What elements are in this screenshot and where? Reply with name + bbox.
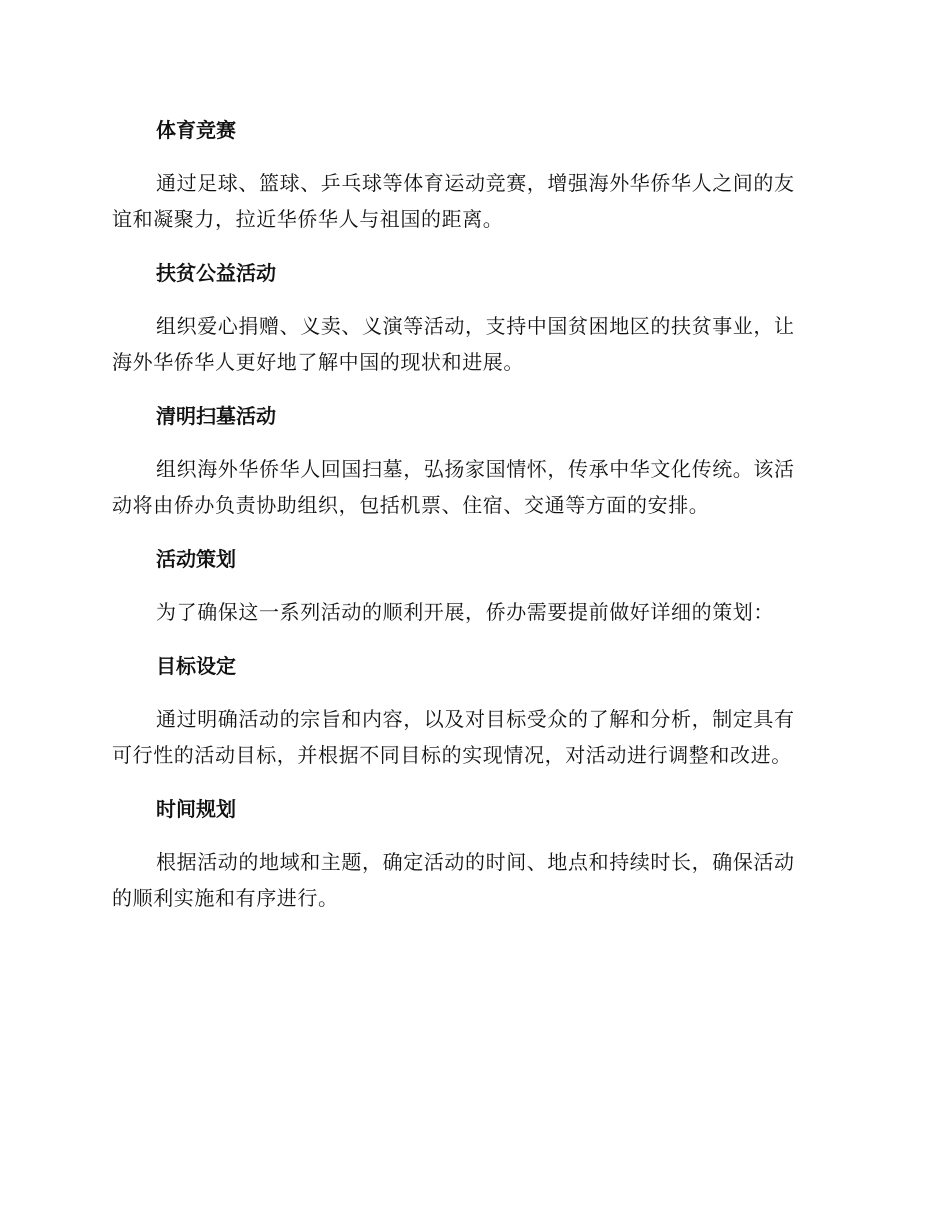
section-heading-sports: 体育竞赛 xyxy=(156,118,236,142)
body-line: 动将由侨办负责协助组织，包括机票、住宿、交通等方面的安排。 xyxy=(112,493,710,517)
section-heading-goal-setting: 目标设定 xyxy=(156,654,236,678)
body-line: 组织海外华侨华人回国扫墓，弘扬家国情怀，传承中华文化传统。该活 xyxy=(156,457,795,481)
body-line: 通过足球、篮球、乒乓球等体育运动竞赛，增强海外华侨华人之间的友 xyxy=(156,171,795,195)
body-line: 的顺利实施和有序进行。 xyxy=(112,886,339,910)
body-line: 谊和凝聚力，拉近华侨华人与祖国的距离。 xyxy=(112,207,504,231)
section-heading-time-planning: 时间规划 xyxy=(156,797,236,821)
body-line: 根据活动的地域和主题，确定活动的时间、地点和持续时长，确保活动 xyxy=(156,850,795,874)
section-heading-poverty-relief: 扶贫公益活动 xyxy=(156,261,276,285)
body-line: 为了确保这一系列活动的顺利开展，侨办需要提前做好详细的策划： xyxy=(156,600,774,624)
body-line: 可行性的活动目标，并根据不同目标的实现情况，对活动进行调整和改进。 xyxy=(112,743,792,767)
section-body-poverty-relief xyxy=(112,308,840,380)
section-body-qingming xyxy=(112,451,840,523)
section-body-goal-setting xyxy=(112,701,840,773)
section-heading-planning: 活动策划 xyxy=(156,547,236,571)
section-body-planning xyxy=(112,594,840,630)
section-heading-qingming: 清明扫墓活动 xyxy=(156,404,276,428)
body-line: 组织爱心捐赠、义卖、义演等活动，支持中国贫困地区的扶贫事业，让 xyxy=(156,314,795,338)
body-line: 通过明确活动的宗旨和内容，以及对目标受众的了解和分析，制定具有 xyxy=(156,707,795,731)
section-body-time-planning xyxy=(112,844,840,916)
section-body-sports xyxy=(112,165,840,237)
body-line: 海外华侨华人更好地了解中国的现状和进展。 xyxy=(112,350,524,374)
